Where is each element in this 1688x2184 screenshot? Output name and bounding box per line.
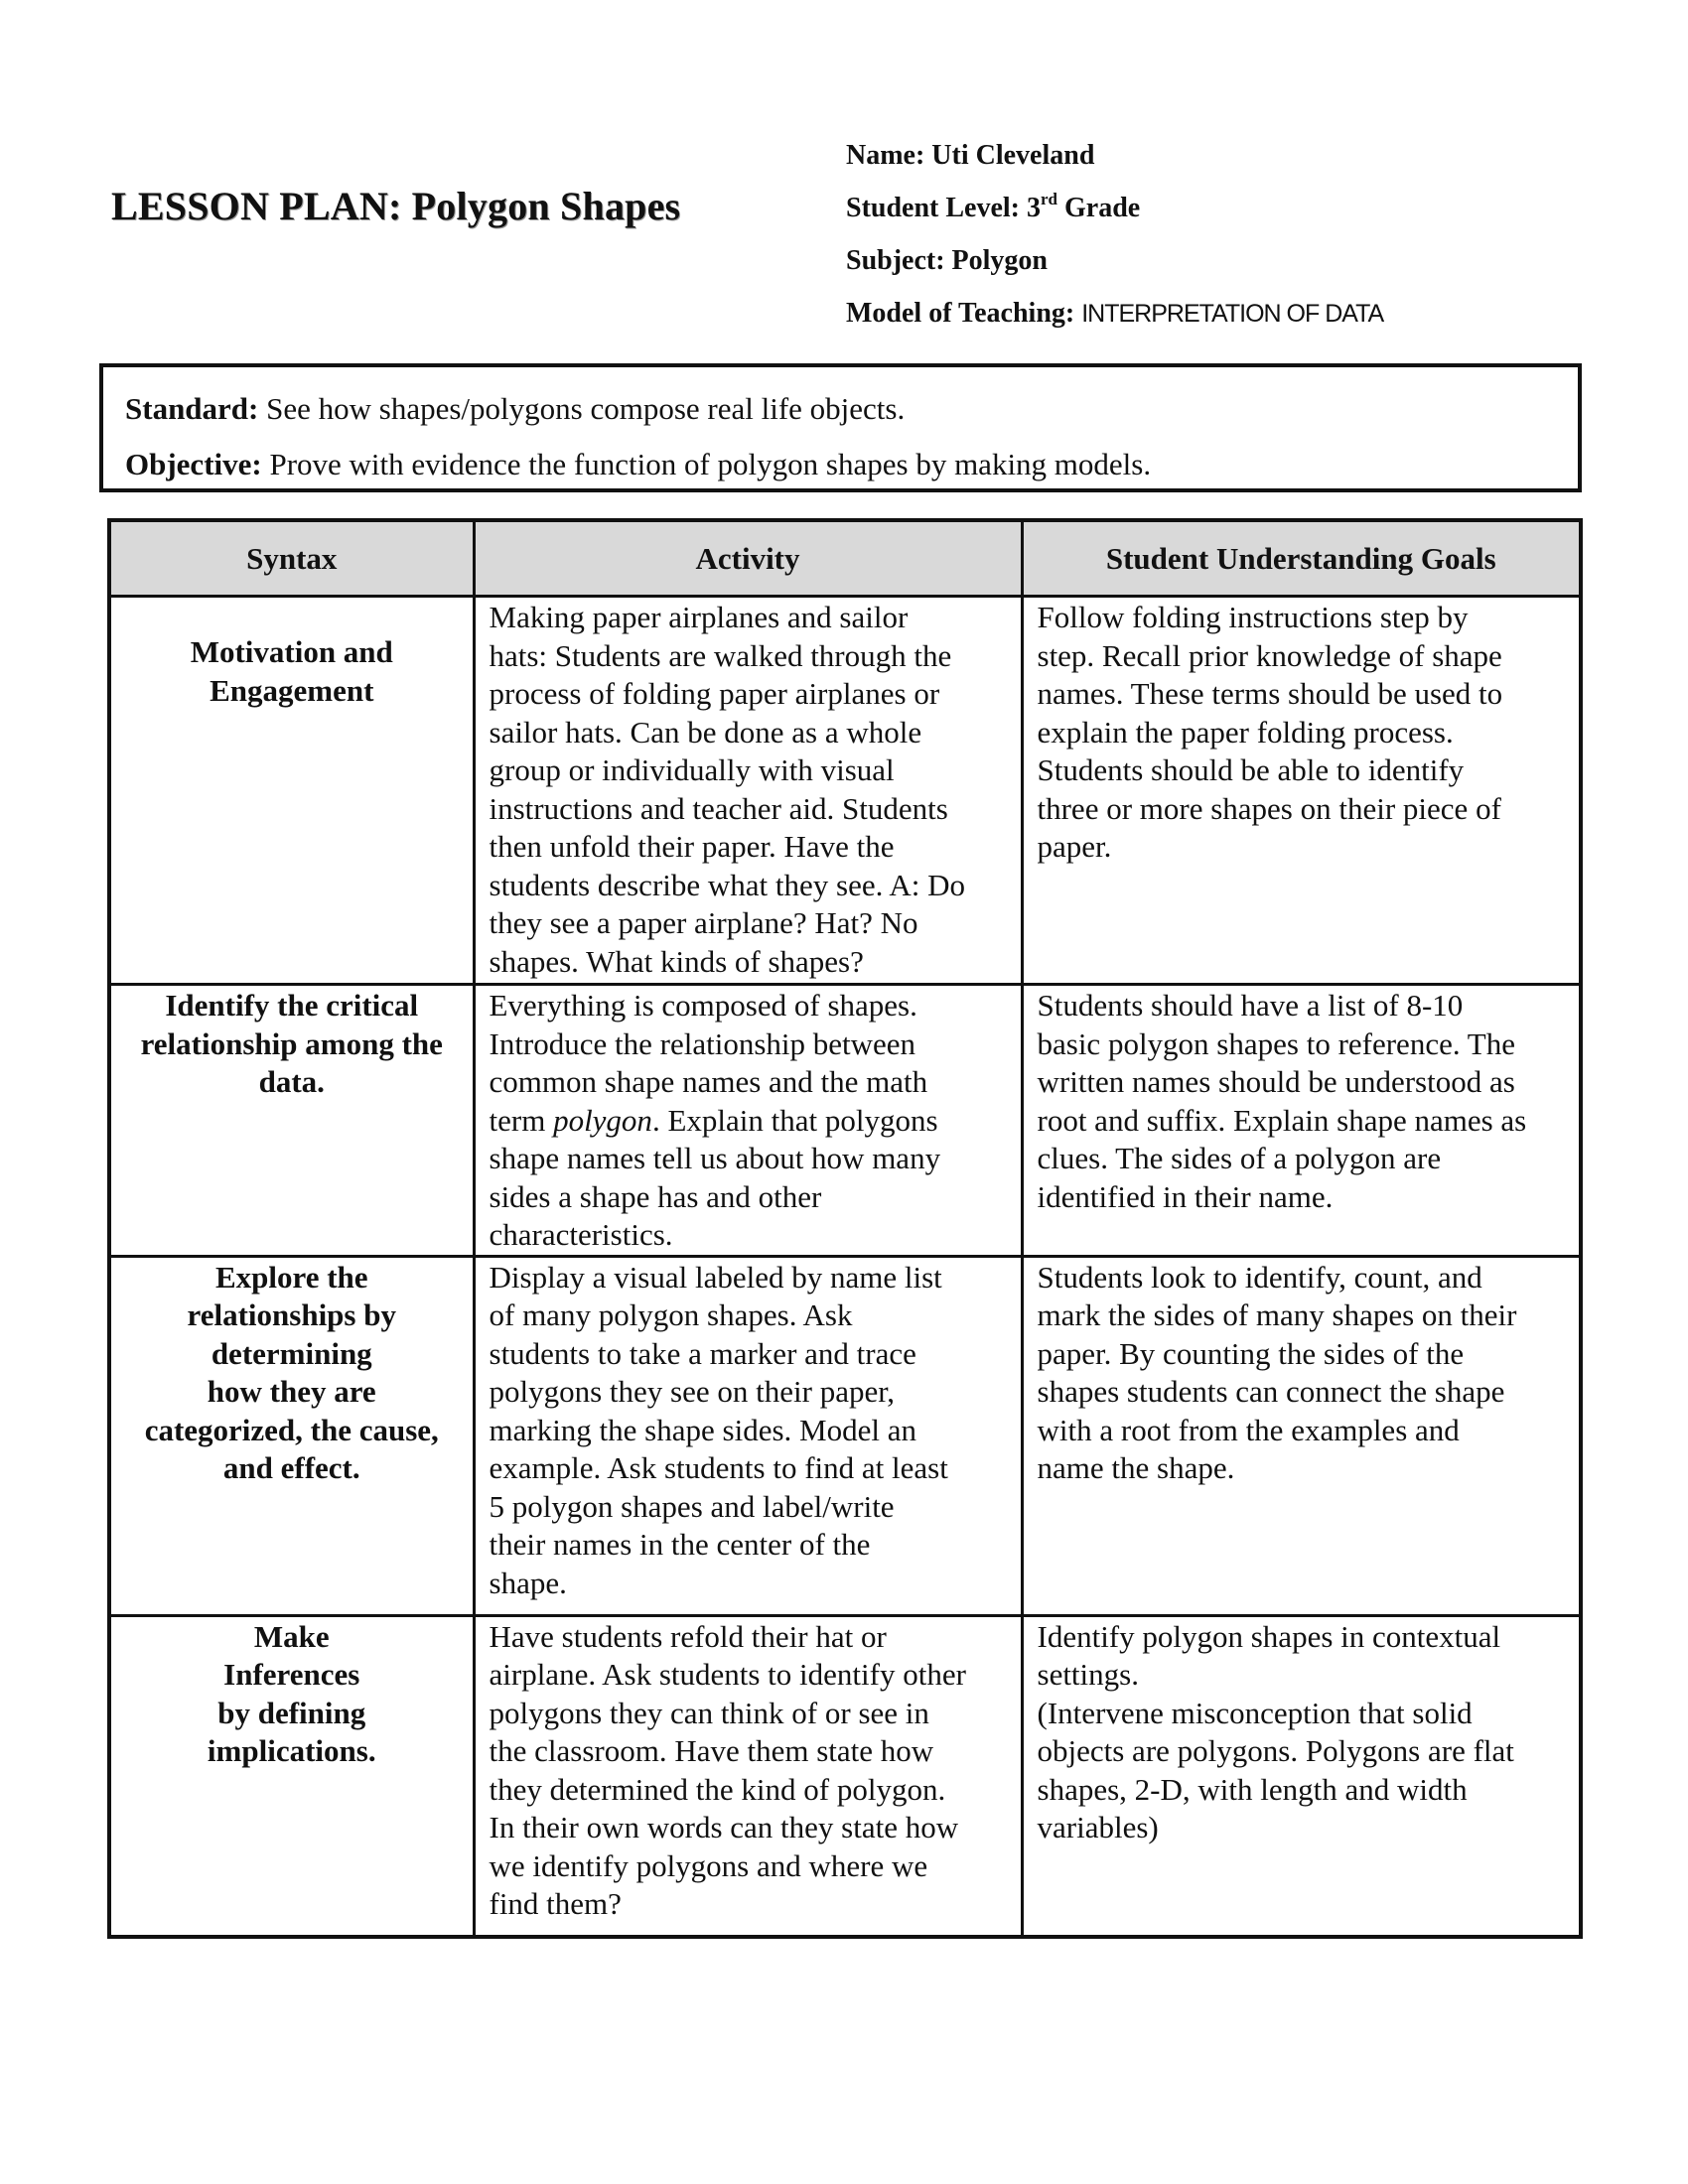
header-syntax: Syntax bbox=[109, 520, 474, 597]
level-suffix: rd bbox=[1041, 190, 1057, 208]
activity-cell bbox=[474, 1615, 1022, 1937]
activity-line: Display a visual labeled by name list bbox=[489, 1259, 942, 1295]
syntax-line: relationship among the bbox=[140, 1025, 443, 1061]
level-label: Student Level: bbox=[846, 193, 1020, 223]
syntax-line: Engagement bbox=[210, 672, 374, 708]
syntax-line: Explore the bbox=[214, 1259, 368, 1295]
activity-cell bbox=[474, 985, 1022, 1257]
name-label: Name: bbox=[846, 140, 925, 171]
activity-line: common shape names and the math bbox=[489, 1064, 928, 1099]
standard-text: See how shapes/polygons compose real life objects. bbox=[266, 391, 906, 426]
goals-cell bbox=[1022, 1256, 1581, 1615]
syntax-line: implications. bbox=[207, 1733, 376, 1768]
syntax-line: relationships by bbox=[187, 1297, 396, 1332]
goals-line: with a root from the examples and bbox=[1037, 1412, 1460, 1447]
goals-line: three or more shapes on their piece of bbox=[1037, 790, 1501, 826]
syntax-cell bbox=[109, 597, 474, 985]
activity-line: shape names tell us about how many bbox=[489, 1141, 941, 1175]
goals-line: name the shape. bbox=[1037, 1450, 1235, 1485]
activity-line: characteristics. bbox=[489, 1217, 673, 1252]
activity-line: they see a paper airplane? Hat? No bbox=[489, 905, 918, 940]
goals-line: clues. The sides of a polygon are bbox=[1037, 1141, 1442, 1175]
syntax-line: Inferences bbox=[223, 1657, 360, 1692]
syntax-line: and effect. bbox=[222, 1450, 360, 1485]
activity-line: shapes. What kinds of shapes? bbox=[489, 943, 864, 979]
goals-line: names. These terms should be used to bbox=[1037, 676, 1503, 711]
goals-cell bbox=[1022, 597, 1581, 985]
syntax-cell bbox=[109, 985, 474, 1257]
lesson-plan-table bbox=[107, 518, 1583, 1939]
objective-label: Objective: bbox=[125, 447, 262, 481]
activity-line: find them? bbox=[489, 1886, 622, 1921]
model-value: INTERPRETATION OF DATA bbox=[1081, 300, 1384, 328]
activity-line: sailor hats. Can be done as a whole bbox=[489, 714, 922, 750]
activity-cell bbox=[474, 1256, 1022, 1615]
goals-line: Follow folding instructions step by bbox=[1037, 600, 1469, 634]
goals-line: written names should be understood as bbox=[1037, 1064, 1515, 1099]
activity-line: polygons they see on their paper, bbox=[489, 1374, 896, 1409]
activity-line: they determined the kind of polygon. bbox=[489, 1771, 946, 1807]
activity-line: Making paper airplanes and sailor bbox=[489, 600, 909, 634]
goals-line: mark the sides of many shapes on their bbox=[1037, 1297, 1517, 1332]
activity-line: then unfold their paper. Have the bbox=[489, 829, 895, 864]
level-number: 3 bbox=[1027, 193, 1041, 223]
goals-line: Students should be able to identify bbox=[1037, 752, 1465, 787]
goals-line: identified in their name. bbox=[1037, 1178, 1334, 1214]
activity-line: Introduce the relationship between bbox=[489, 1025, 916, 1061]
goals-line: (Intervene misconception that solid bbox=[1037, 1695, 1473, 1730]
header-activity: Activity bbox=[474, 520, 1022, 597]
activity-line: we identify polygons and where we bbox=[489, 1847, 928, 1883]
subject-label: Subject: bbox=[846, 245, 945, 276]
goals-line: shapes students can connect the shape bbox=[1037, 1374, 1505, 1409]
activity-line: group or individually with visual bbox=[489, 752, 895, 787]
name-value: Uti Cleveland bbox=[931, 140, 1095, 171]
table-header-row bbox=[109, 520, 1581, 597]
activity-line: shape. bbox=[489, 1565, 567, 1600]
syntax-cell bbox=[109, 1256, 474, 1615]
goals-cell bbox=[1022, 985, 1581, 1257]
table-row bbox=[109, 1256, 1581, 1615]
activity-line: Everything is composed of shapes. bbox=[489, 988, 917, 1023]
syntax-line: data. bbox=[258, 1064, 325, 1099]
activity-line: marking the shape sides. Model an bbox=[489, 1412, 916, 1447]
syntax-line: determining bbox=[211, 1335, 372, 1371]
goals-line: paper. By counting the sides of the bbox=[1037, 1335, 1465, 1371]
goals-line: variables) bbox=[1037, 1810, 1159, 1844]
activity-line: students describe what they see. A: Do bbox=[489, 867, 966, 902]
activity-line: Have students refold their hat or bbox=[489, 1618, 887, 1654]
goals-line: root and suffix. Explain shape names as bbox=[1037, 1102, 1527, 1138]
syntax-line: Motivation and bbox=[190, 634, 393, 669]
page-title: LESSON PLAN: Polygon Shapes bbox=[111, 184, 681, 228]
syntax-line: categorized, the cause, bbox=[144, 1412, 439, 1447]
activity-line: airplane. Ask students to identify other bbox=[489, 1657, 966, 1692]
objective-text: Prove with evidence the function of polygon shapes by making models. bbox=[269, 447, 1152, 481]
activity-line: polygons they can think of or see in bbox=[489, 1695, 929, 1730]
activity-term-italic: polygon bbox=[553, 1102, 652, 1138]
activity-line: of many polygon shapes. Ask bbox=[489, 1297, 853, 1332]
goals-line: explain the paper folding process. bbox=[1037, 714, 1454, 750]
header-goals: Student Understanding Goals bbox=[1022, 520, 1581, 597]
syntax-line: by defining bbox=[217, 1695, 366, 1730]
activity-line: process of folding paper airplanes or bbox=[489, 676, 940, 711]
activity-term-prefix: term bbox=[489, 1102, 546, 1138]
activity-line: In their own words can they state how bbox=[489, 1810, 959, 1844]
standard-label: Standard: bbox=[125, 391, 259, 426]
activity-line: hats: Students are walked through the bbox=[489, 637, 952, 673]
activity-line: the classroom. Have them state how bbox=[489, 1733, 934, 1768]
goals-line: step. Recall prior knowledge of shape bbox=[1037, 637, 1502, 673]
syntax-line: how they are bbox=[207, 1374, 376, 1409]
syntax-cell bbox=[109, 1615, 474, 1937]
goals-line: Students look to identify, count, and bbox=[1037, 1259, 1482, 1295]
subject-row bbox=[846, 234, 1383, 287]
lesson-meta bbox=[846, 129, 1383, 341]
name-row bbox=[846, 129, 1383, 182]
goals-line: settings. bbox=[1037, 1657, 1139, 1692]
level-grade: Grade bbox=[1064, 193, 1141, 223]
goals-line: Students should have a list of 8-10 bbox=[1037, 988, 1464, 1023]
activity-line: sides a shape has and other bbox=[489, 1178, 822, 1214]
objective-line bbox=[125, 437, 1578, 492]
goals-line: Identify polygon shapes in contextual bbox=[1037, 1618, 1501, 1654]
activity-line: example. Ask students to find at least bbox=[489, 1450, 948, 1485]
table-row bbox=[109, 985, 1581, 1257]
goals-line: shapes, 2-D, with length and width bbox=[1037, 1771, 1468, 1807]
syntax-line: Make bbox=[253, 1618, 330, 1654]
goals-cell bbox=[1022, 1615, 1581, 1937]
model-row bbox=[846, 287, 1383, 341]
goals-line: basic polygon shapes to reference. The bbox=[1037, 1025, 1515, 1061]
activity-line: instructions and teacher aid. Students bbox=[489, 790, 948, 826]
model-label: Model of Teaching: bbox=[846, 298, 1075, 329]
subject-value: Polygon bbox=[951, 245, 1049, 276]
activity-term-suffix: . Explain that polygons bbox=[651, 1102, 938, 1138]
goals-line: objects are polygons. Polygons are flat bbox=[1037, 1733, 1514, 1768]
activity-line: students to take a marker and trace bbox=[489, 1335, 916, 1371]
activity-cell bbox=[474, 597, 1022, 985]
standard-line bbox=[125, 381, 1578, 437]
syntax-line: Identify the critical bbox=[165, 988, 419, 1023]
standard-box bbox=[99, 363, 1582, 492]
table-row bbox=[109, 1615, 1581, 1937]
activity-line bbox=[490, 1102, 1007, 1141]
goals-line: paper. bbox=[1037, 829, 1112, 864]
level-row bbox=[846, 182, 1383, 234]
activity-line: 5 polygon shapes and label/write bbox=[489, 1488, 895, 1524]
activity-line: their names in the center of the bbox=[489, 1527, 871, 1562]
table-row bbox=[109, 597, 1581, 985]
